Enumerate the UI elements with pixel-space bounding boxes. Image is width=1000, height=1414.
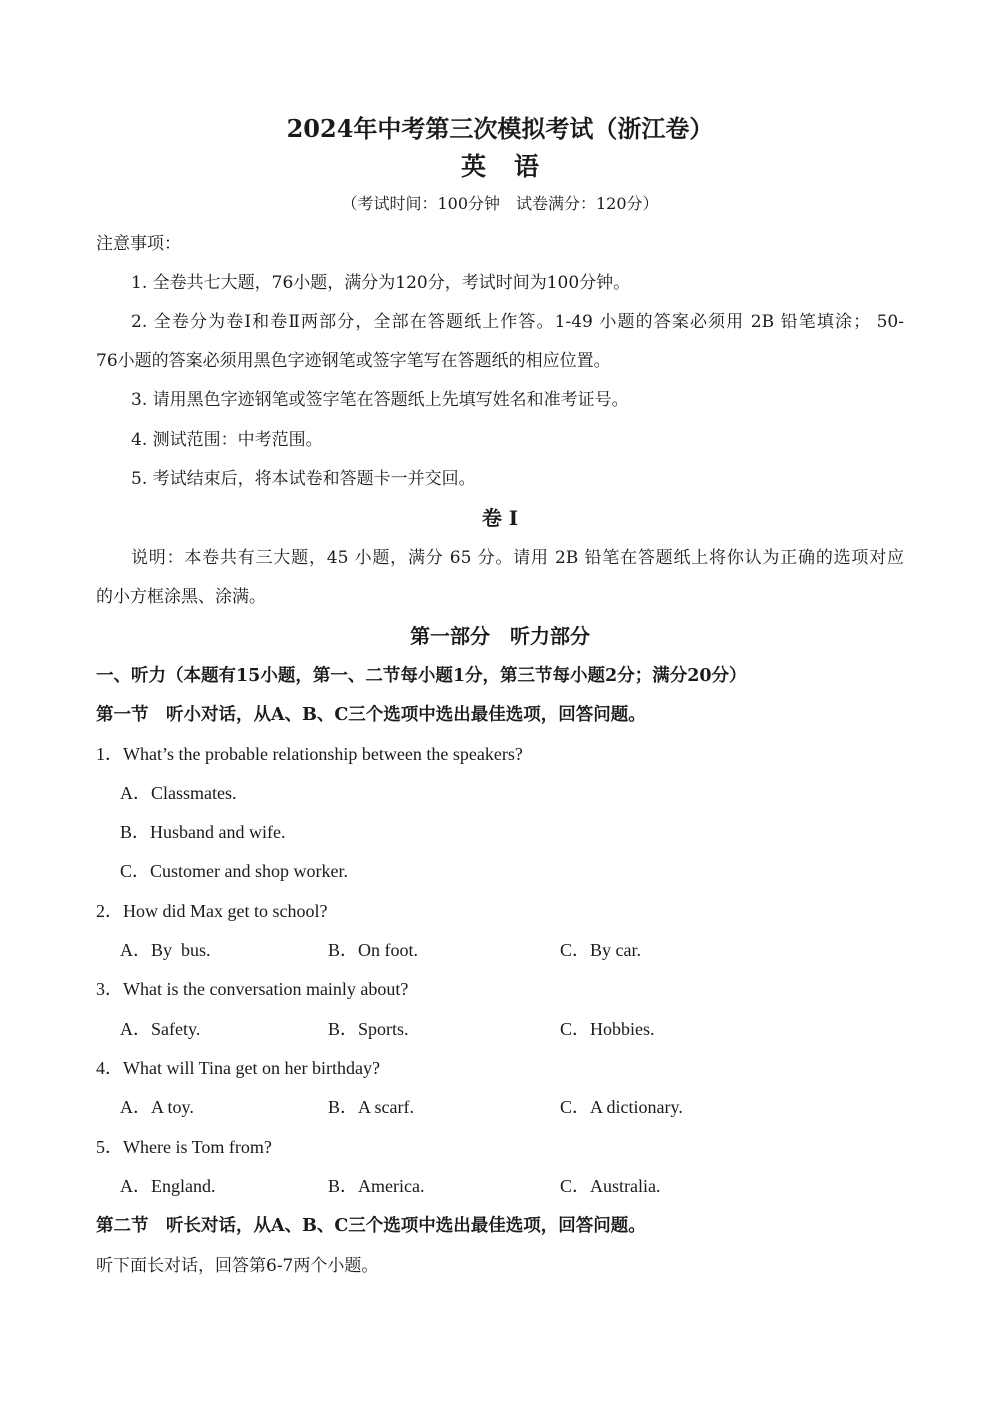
question-stem: 4．What will Tina get on her birthday?	[96, 1058, 380, 1078]
option-c: C．By car.	[560, 940, 641, 960]
option-b: B．Husband and wife.	[120, 822, 286, 842]
exam-title: 2024年中考第三次模拟考试（浙江卷）	[286, 114, 714, 143]
exam-info: （考试时间：100分钟 试卷满分：120分）	[341, 194, 659, 213]
option-b: B．A scarf.	[328, 1097, 414, 1117]
volume-title: 卷 I	[481, 506, 519, 530]
option-b: B．Sports.	[328, 1019, 409, 1039]
subject-title: 英语	[460, 152, 567, 181]
question-stem: 2．How did Max get to school?	[96, 901, 328, 921]
notes-label: 注意事项：	[96, 234, 181, 254]
note-item-continuation: 76小题的答案必须用黑色字迹钢笔或签字笔写在答题纸的相应位置。	[96, 351, 611, 371]
option-a: A．Safety.	[120, 1019, 201, 1039]
option-a: A．England.	[120, 1176, 216, 1196]
option-a: A．A toy.	[120, 1097, 194, 1117]
question-stem: 5．Where is Tom from?	[96, 1137, 272, 1157]
option-a: A．By bus.	[120, 940, 211, 960]
option-c: C．Hobbies.	[560, 1019, 655, 1039]
option-b: B．America.	[328, 1176, 425, 1196]
option-a: A．Classmates.	[120, 783, 237, 803]
part-title: 第一部分 听力部分	[410, 624, 590, 648]
volume-description: 说明：本卷共有三大题，45 小题，满分 65 分。请用 2B 铅笔在答题纸上将你认为正确的选项对应	[131, 548, 904, 568]
note-item: 4. 测试范围：中考范围。	[131, 430, 323, 450]
section-heading: 一、听力（本题有15小题，第一、二节每小题1分，第三节每小题2分；满分20分）	[96, 666, 747, 686]
subsection-heading: 第一节 听小对话，从A、B、C三个选项中选出最佳选项，回答问题。	[96, 705, 646, 725]
note-item: 5. 考试结束后，将本试卷和答题卡一并交回。	[131, 469, 476, 489]
option-c: C．Australia.	[560, 1176, 661, 1196]
option-c: C．Customer and shop worker.	[120, 861, 348, 881]
option-c: C．A dictionary.	[560, 1097, 683, 1117]
question-stem: 3．What is the conversation mainly about?	[96, 979, 409, 999]
note-item: 1. 全卷共七大题，76小题，满分为120分，考试时间为100分钟。	[131, 273, 631, 293]
subsection-instruction: 听下面长对话，回答第6-7两个小题。	[96, 1256, 379, 1276]
question-stem: 1．What’s the probable relationship between the speakers?	[96, 744, 523, 764]
subsection-heading: 第二节 听长对话，从A、B、C三个选项中选出最佳选项，回答问题。	[96, 1216, 646, 1236]
note-item: 3. 请用黑色字迹钢笔或签字笔在答题纸上先填写姓名和准考证号。	[131, 390, 629, 410]
option-b: B．On foot.	[328, 940, 418, 960]
volume-description-continuation: 的小方框涂黑、涂满。	[96, 587, 266, 607]
note-item: 2. 全卷分为卷Ⅰ和卷Ⅱ两部分，全部在答题纸上作答。1-49 小题的答案必须用 2B 铅笔填涂； 50-	[131, 312, 904, 332]
